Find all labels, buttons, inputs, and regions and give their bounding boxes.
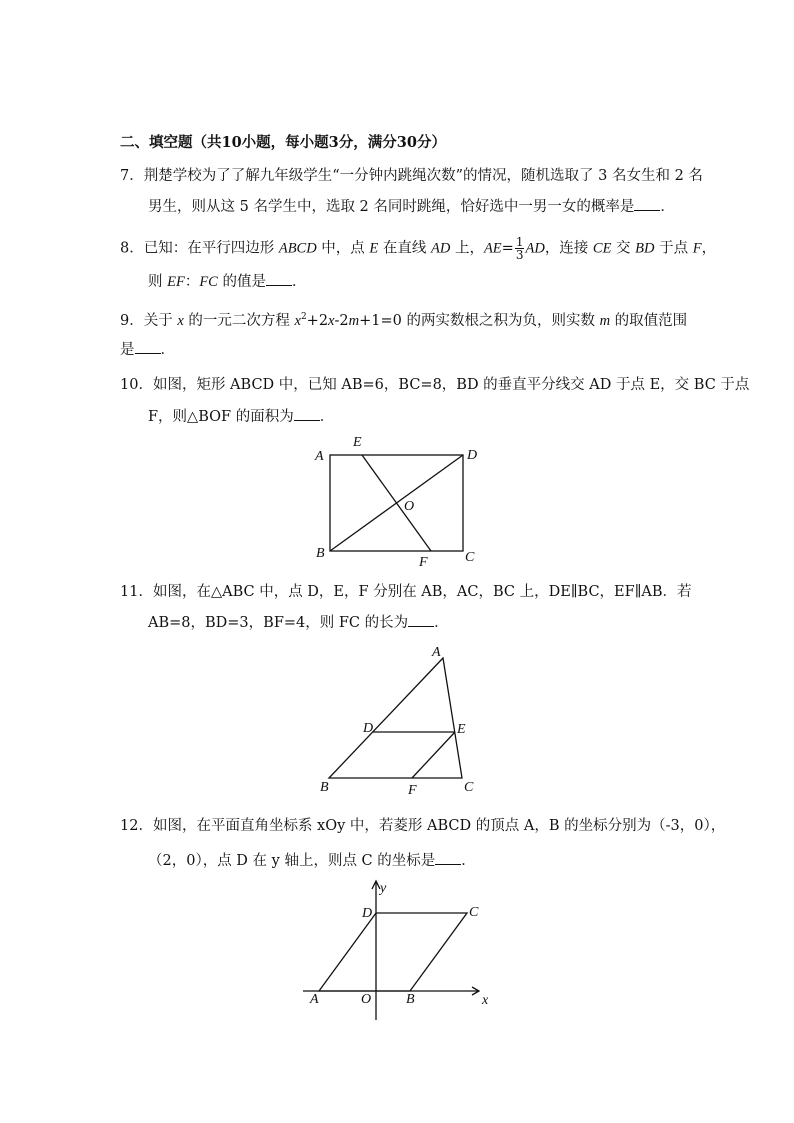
label-o: O <box>361 992 372 1007</box>
label-b: B <box>316 546 325 561</box>
q7-line1: 7．荆楚学校为了了解九年级学生“一分钟内跳绳次数”的情况，随机选取了 3 名女生和 2 名 <box>120 168 703 184</box>
label-f: F <box>408 783 417 798</box>
q12-line1: 12．如图，在平面直角坐标系 xOy 中，若菱形 ABCD 的顶点 A，B 的坐标分别为（-3，0）， <box>120 818 726 834</box>
q12-line2: （2，0），点 D 在 y 轴上，则点 C 的坐标是 ． <box>148 850 476 871</box>
label-d: D <box>467 448 478 463</box>
q11-line1: 11．如图，在△ABC 中，点 D，E，F 分别在 AB，AC，BC 上，DE∥BC，EF∥AB．若 <box>120 584 692 600</box>
label-a: A <box>432 645 441 660</box>
q10-line1: 10．如图，矩形 ABCD 中，已知 AB=6，BC=8，BD 的垂直平分线交 AD 于点 E，交 BC 于点 <box>120 377 750 393</box>
label-x: x <box>482 993 489 1008</box>
fraction-one-third: $\frac{1}{3}$ <box>515 235 524 262</box>
q8-line1: 8．已知：在平行四边形 ABCD 中，点 E 在直线 AD 上，AE= $\frac{1}{3}$ AD，连接 CE 交 BD 于点 F， <box>120 235 717 262</box>
rhombus-abcd <box>319 913 467 991</box>
label-e: E <box>457 722 466 737</box>
label-c: C <box>469 905 479 920</box>
label-c: C <box>464 780 474 795</box>
q9-line1: 9．关于 x 的一元二次方程 $x^2+2x-2m+1=0$ 的两实数根之积为负，则实数 m 的取值范围 <box>120 312 688 329</box>
label-e: E <box>353 435 362 450</box>
label-d: D <box>363 721 374 736</box>
q10-line2: F，则△BOF 的面积为 ． <box>148 406 334 427</box>
label-d: D <box>362 906 373 921</box>
q11-line2: AB=8，BD=3，BF=4，则 FC 的长为 ． <box>148 612 449 633</box>
label-a: A <box>310 992 319 1007</box>
label-o: O <box>404 499 415 514</box>
label-b: B <box>406 992 415 1007</box>
section-title: 二、填空题（共10小题，每小题3分，满分30分） <box>120 134 446 151</box>
q7-line2: 男生，则从这 5 名学生中，选取 2 名同时跳绳，恰好选中一男一女的概率是 ． <box>148 196 675 217</box>
q9-line2: 是 ． <box>120 339 175 360</box>
label-a: A <box>315 449 324 464</box>
label-f: F <box>419 555 428 570</box>
q8-line2: 则 EF：FC 的值是 ． <box>148 271 306 292</box>
label-b: B <box>320 780 329 795</box>
label-y: y <box>380 881 387 896</box>
label-c: C <box>465 550 475 565</box>
